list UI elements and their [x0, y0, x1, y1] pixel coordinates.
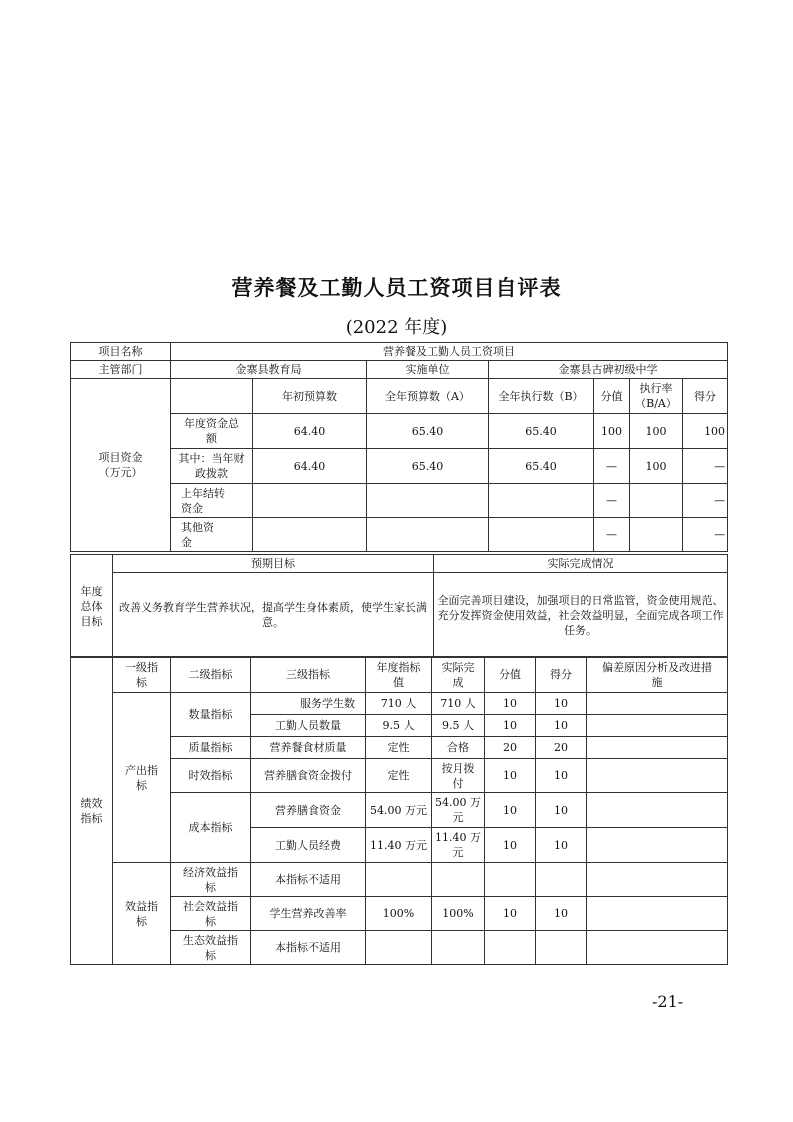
indicator-target: 定性 [366, 759, 432, 793]
indicator-actual: 9.5 人 [432, 715, 485, 737]
funds-cell: — [594, 518, 630, 552]
goals-table [70, 554, 728, 658]
funds-cell: 100 [683, 414, 728, 449]
page-number: -21- [652, 992, 684, 1011]
funds-cell [630, 484, 683, 518]
cost-indicator-label: 成本指标 [171, 793, 251, 863]
indicator-name: 服务学生数 [251, 693, 366, 715]
indicator-score: 10 [536, 715, 587, 737]
indicator-score-value [485, 863, 536, 897]
header-score-value: 分值 [485, 657, 536, 693]
indicator-score: 20 [536, 737, 587, 759]
indicator-target [366, 931, 432, 965]
department-label: 主管部门 [71, 361, 171, 379]
indicator-actual: 710 人 [432, 693, 485, 715]
actual-completion-header: 实际完成情况 [434, 555, 728, 573]
indicator-score [536, 863, 587, 897]
quantity-indicator-label: 数量指标 [171, 693, 251, 737]
indicator-score: 10 [536, 693, 587, 715]
funds-label: 项目资金 （万元） [71, 379, 171, 552]
header-level1: 一级指 标 [113, 657, 171, 693]
funds-cell: 65.40 [367, 414, 489, 449]
header-level3: 三级指标 [251, 657, 366, 693]
indicator-name: 营养膳食资金 [251, 793, 366, 828]
header-target: 年度指标 值 [366, 657, 432, 693]
indicator-score-value [485, 931, 536, 965]
doc-subtitle: (2022 年度) [345, 317, 448, 338]
indicator-deviation [587, 828, 728, 863]
indicator-deviation [587, 897, 728, 931]
indicator-target: 54.00 万元 [366, 793, 432, 828]
indicator-name: 本指标不适用 [251, 931, 366, 965]
header-initial-budget: 年初预算数 [253, 379, 367, 414]
indicator-deviation [587, 793, 728, 828]
funds-cell: — [683, 518, 728, 552]
indicator-actual: 54.00 万 元 [432, 793, 485, 828]
doc-title: 营养餐及工勤人员工资项目自评表 [231, 276, 562, 300]
funds-row-label: 年度资金总 额 [171, 414, 253, 449]
indicator-name: 营养餐食材质量 [251, 737, 366, 759]
timeliness-indicator-label: 时效指标 [171, 759, 251, 793]
indicator-score-value: 10 [485, 759, 536, 793]
funds-cell [367, 484, 489, 518]
indicator-deviation [587, 759, 728, 793]
funds-cell [630, 518, 683, 552]
header-executed: 全年执行数（B） [489, 379, 594, 414]
header-score: 得分 [536, 657, 587, 693]
funds-row-label: 其中：当年财 政拨款 [171, 449, 253, 484]
indicator-actual: 按月拨 付 [432, 759, 485, 793]
goals-label: 年度 总体 目标 [71, 555, 113, 658]
benefit-indicators-label: 效益指 标 [113, 863, 171, 965]
indicator-name: 学生营养改善率 [251, 897, 366, 931]
ecological-benefit-label: 生态效益指 标 [171, 931, 251, 965]
funds-cell: 65.40 [367, 449, 489, 484]
funds-cell [489, 518, 594, 552]
economic-benefit-label: 经济效益指 标 [171, 863, 251, 897]
indicator-name: 工勤人员数量 [251, 715, 366, 737]
indicator-score-value: 20 [485, 737, 536, 759]
funds-cell [367, 518, 489, 552]
funds-row-label: 上年结转 资金 [171, 484, 253, 518]
indicator-score: 10 [536, 828, 587, 863]
funds-cell: 64.40 [253, 449, 367, 484]
indicator-target: 定性 [366, 737, 432, 759]
indicator-name: 营养膳食资金拨付 [251, 759, 366, 793]
indicator-target [366, 863, 432, 897]
indicator-score [536, 931, 587, 965]
indicator-score-value: 10 [485, 828, 536, 863]
indicator-score-value: 10 [485, 897, 536, 931]
indicator-actual [432, 931, 485, 965]
expected-goal-text: 改善义务教育学生营养状况，提高学生身体素质，使学生家长满意。 [113, 573, 434, 658]
actual-completion-text: 全面完善项目建设，加强项目的日常监管，资金使用规范、充分发挥资金使用效益，社会效益明显，全面完成各项工作任务。 [434, 573, 728, 658]
funds-cell [253, 484, 367, 518]
funds-header-blank [171, 379, 253, 414]
header-annual-budget: 全年预算数（A） [367, 379, 489, 414]
funds-cell: — [683, 484, 728, 518]
funds-cell: 100 [594, 414, 630, 449]
quality-indicator-label: 质量指标 [171, 737, 251, 759]
indicator-score: 10 [536, 897, 587, 931]
output-indicators-label: 产出指 标 [113, 693, 171, 863]
header-exec-rate: 执行率 （B/A） [630, 379, 683, 414]
indicator-target: 710 人 [366, 693, 432, 715]
indicator-deviation [587, 863, 728, 897]
project-name-value: 营养餐及工勤人员工资项目 [171, 343, 728, 361]
indicator-score: 10 [536, 793, 587, 828]
indicator-actual: 100% [432, 897, 485, 931]
header-actual: 实际完 成 [432, 657, 485, 693]
indicator-score-value: 10 [485, 715, 536, 737]
indicator-deviation [587, 715, 728, 737]
indicator-actual [432, 863, 485, 897]
indicators-table [70, 656, 728, 965]
funds-cell: — [594, 484, 630, 518]
funds-cell: 65.40 [489, 449, 594, 484]
indicator-target: 9.5 人 [366, 715, 432, 737]
funds-cell: 64.40 [253, 414, 367, 449]
funds-cell: 100 [630, 414, 683, 449]
indicator-target: 11.40 万元 [366, 828, 432, 863]
header-deviation: 偏差原因分析及改进措 施 [587, 657, 728, 693]
indicator-actual: 合格 [432, 737, 485, 759]
indicator-score-value: 10 [485, 793, 536, 828]
indicator-name: 工勤人员经费 [251, 828, 366, 863]
performance-label: 绩效 指标 [71, 657, 113, 965]
header-level2: 二级指标 [171, 657, 251, 693]
funds-cell: 65.40 [489, 414, 594, 449]
social-benefit-label: 社会效益指 标 [171, 897, 251, 931]
project-name-label: 项目名称 [71, 343, 171, 361]
expected-goal-header: 预期目标 [113, 555, 434, 573]
funds-table [70, 342, 728, 552]
indicator-target: 100% [366, 897, 432, 931]
indicator-score-value: 10 [485, 693, 536, 715]
funds-cell [489, 484, 594, 518]
indicator-deviation [587, 737, 728, 759]
funds-cell: — [594, 449, 630, 484]
indicator-deviation [587, 931, 728, 965]
funds-cell: 100 [630, 449, 683, 484]
indicator-deviation [587, 693, 728, 715]
header-score-value: 分值 [594, 379, 630, 414]
funds-cell [253, 518, 367, 552]
implementer-value: 金寨县古碑初级中学 [489, 361, 728, 379]
department-value: 金寨县教育局 [171, 361, 367, 379]
header-score: 得分 [683, 379, 728, 414]
funds-row-label: 其他资 金 [171, 518, 253, 552]
funds-cell: — [683, 449, 728, 484]
indicator-score: 10 [536, 759, 587, 793]
indicator-actual: 11.40 万 元 [432, 828, 485, 863]
implementer-label: 实施单位 [367, 361, 489, 379]
indicator-name: 本指标不适用 [251, 863, 366, 897]
